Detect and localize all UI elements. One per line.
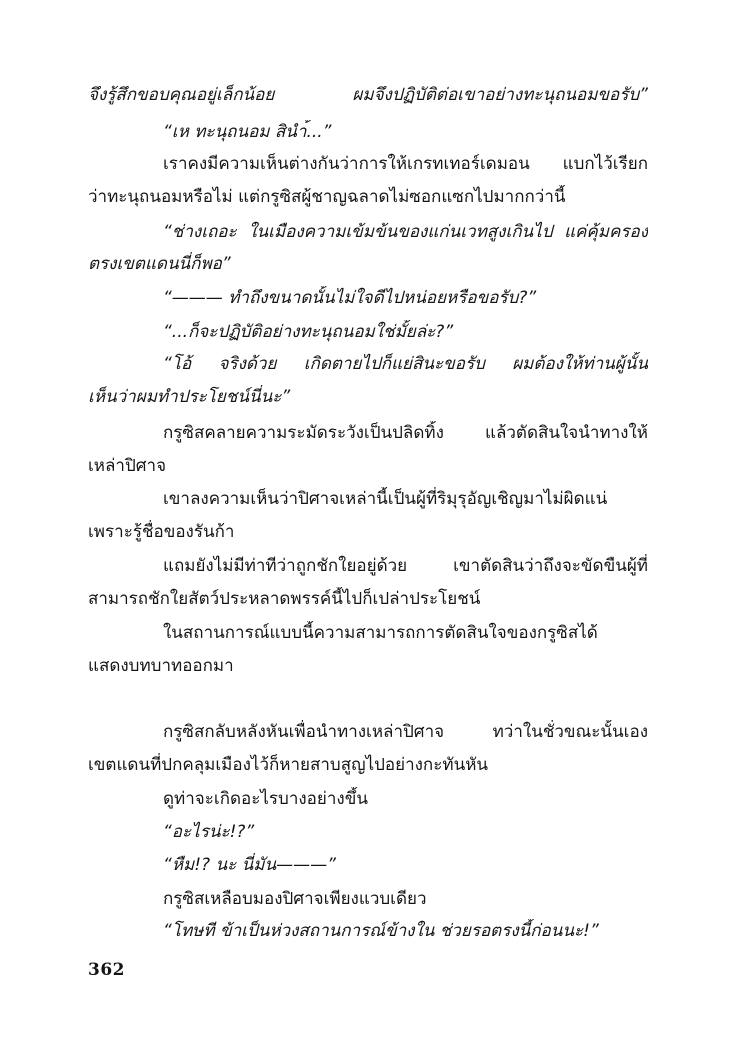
text-line: เพราะรู้ชื่อของรันก้า xyxy=(88,522,235,542)
text-line: ในสถานการณ์แบบนี้ความสามารถการตัดสินใจของกรูซิสได้ xyxy=(163,623,598,643)
text-line: “ช่างเถอะ ในเมืองความเข้มข้นของแก่นเวทสูงเกินไป แค่คุ้มครอง xyxy=(163,222,648,242)
text-line: “อะไรน่ะ!?” xyxy=(163,822,255,842)
text-line: ตรงเขตแดนนี่ก็พอ” xyxy=(88,254,231,274)
text-line: เราคงมีความเห็นต่างกันว่าการให้เกรทเทอร์เดมอน แบกไว้เรียก xyxy=(163,154,648,174)
page-number: 362 xyxy=(88,960,125,980)
text-line: “...ก็จะปฏิบัติอย่างทะนุถนอมใช่มั้ยล่ะ?” xyxy=(163,322,454,342)
text-line: สามารถชักใยสัตว์ประหลาดพรรค์นี้ไปก็เปล่าประโยชน์ xyxy=(88,589,481,609)
text-line: “โทษที ข้าเป็นห่วงสถานการณ์ข้างใน ช่วยรอตรงนี้ก่อนนะ!” xyxy=(163,921,599,941)
text-line: “เห ทะนุถนอม สินำ้...” xyxy=(163,122,332,142)
text-line: จึงรู้สึกขอบคุณอยู่เล็กน้อย ผมจึงปฏิบัติต่อเขาอย่างทะนุถนอมขอรับ” xyxy=(88,85,648,105)
text-line: “โอ้ จริงด้วย เกิดตายไปก็แย่สินะขอรับ ผมต้องให้ท่านผู้นั้น xyxy=(163,354,648,374)
text-line: กรูซิสกลับหลังหันเพื่อนำทางเหล่าปิศาจ ทว่าในชั่วขณะนั้นเอง xyxy=(163,722,648,742)
text-line: กรูซิสเหลือบมองปิศาจเพียงแวบเดียว xyxy=(163,889,427,909)
text-line: แสดงบทบาทออกมา xyxy=(88,656,234,676)
text-line: ดูท่าจะเกิดอะไรบางอย่างขึ้น xyxy=(163,789,368,809)
text-line: เขตแดนที่ปกคลุมเมืองไว้ก็หายสาบสูญไปอย่างกะทันหัน xyxy=(88,755,489,775)
text-line: “หืม!? นะ นี่มัน———” xyxy=(163,855,336,875)
text-line: “——— ทำถึงขนาดนั้นไม่ใจดีไปหน่อยหรือขอรับ?” xyxy=(163,288,537,308)
text-line: ว่าทะนุถนอมหรือไม่ แต่กรูซิสผู้ชาญฉลาดไม่ซอกแซกไปมากกว่านี้ xyxy=(88,187,566,207)
text-line: เขาลงความเห็นว่าปิศาจเหล่านี้เป็นผู้ที่ริมุรุอัญเชิญมาไม่ผิดแน่ xyxy=(163,489,608,509)
text-line: กรูซิสคลายความระมัดระวังเป็นปลิดทิ้ง แล้วตัดสินใจนำทางให้ xyxy=(163,423,648,443)
text-line: เหล่าปิศาจ xyxy=(88,456,167,476)
text-line: เห็นว่าผมทำประโยชน์นี่นะ” xyxy=(88,387,291,407)
text-line: แถมยังไม่มีท่าทีว่าถูกชักใยอยู่ด้วย เขาตัดสินว่าถึงจะขัดขืนผู้ที่ xyxy=(163,556,648,576)
